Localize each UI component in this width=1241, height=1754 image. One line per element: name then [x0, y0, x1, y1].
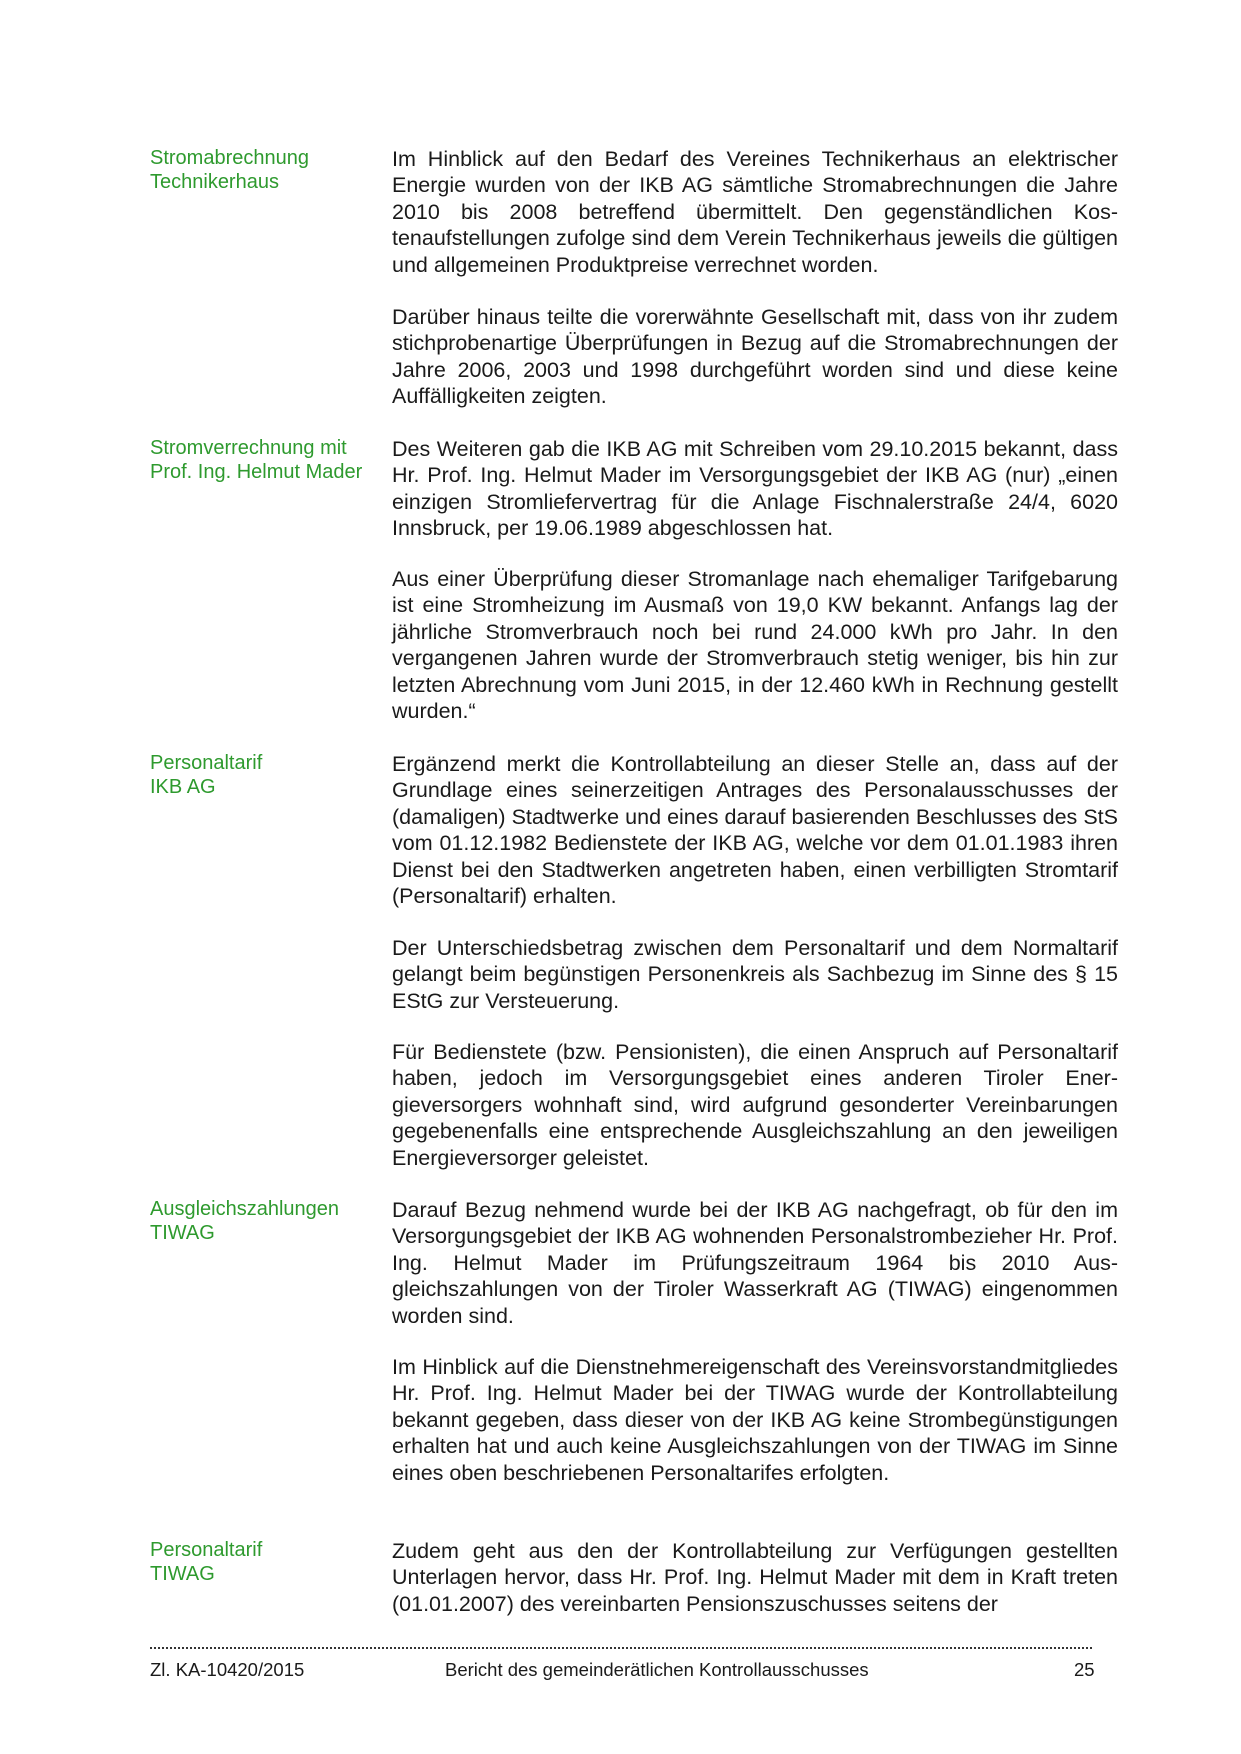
margin-note-personaltarif-tiwag: Personaltarif TIWAG — [150, 1539, 263, 1585]
page-number: 25 — [1074, 1659, 1095, 1680]
margin-note-personaltarif-ikb: Personaltarif IKB AG — [150, 752, 263, 798]
paragraph-7: Für Bedienstete (bzw. Pensionisten), die einen Anspruch auf Personaltarif haben, jedoch im Versorgungsgebiet eines anderen Tiroler Energieversorgers wohnhaft sind, wird aufgrund gesonderter Vereinbarungen gegebenenfalls eine entsprechende Ausgleichszahlung an den jeweiligen Energieversorger geleistet. — [392, 1040, 1118, 1170]
paragraph-4: Aus einer Überprüfung dieser Stromanlage nach ehemaliger Tarifgebarung ist eine Stromheizung im Ausmaß von 19,0 KW bekannt. Anfangs lag der jährliche Stromverbrauch noch bei rund 24.000 kWh pro Jahr. In den vergangenen Jahren wurde der Stromverbrauch stetig weniger, bis hin zur letzten Abrechnung vom Juni 2015, in der 12.460 kWh in Rechnung gestellt wurden.“ — [392, 567, 1118, 724]
paragraph-9: Im Hinblick auf die Dienstnehmereigenschaft des Vereinsvorstandmitgliedes Hr. Prof. Ing. Helmut Mader bei der TIWAG wurde der Kontrollabteilung bekannt gegeben, dass dieser von der IKB AG keine Strombegünstigungen erhalten hat und auch keine Ausgleichszahlungen von der TIWAG im Sinne eines oben beschriebenen Personaltarifes erfolgten. — [392, 1355, 1118, 1485]
paragraph-5: Ergänzend merkt die Kontrollabteilung an dieser Stelle an, dass auf der Grundlage eines seinerzeitigen Antrages des Personalausschusses der (damaligen) Stadtwerke und eines darauf basierenden Beschlusses des StS vom 01.12.1982 Bedienstete der IKB AG, welche vor dem 01.01.1983 ihren Dienst bei den Stadtwerken angetreten haben, einen verbilligten Stromtarif (Personaltarif) erhalten. — [392, 752, 1118, 909]
paragraph-3: Des Weiteren gab die IKB AG mit Schreiben vom 29.10.2015 bekannt, dass Hr. Prof. Ing. Helmut Mader im Versorgungsgebiet der IKB AG (nur) „einen einzigen Stromliefervertrag für die Anlage Fischnalerstraße 24/4, 6020 Innsbruck, per 19.06.1989 abgeschlossen hat. — [392, 437, 1118, 541]
footer-reference: Zl. KA-10420/2015 — [150, 1659, 305, 1680]
paragraph-8: Darauf Bezug nehmend wurde bei der IKB AG nachgefragt, ob für den im Versorgungsgebiet der IKB AG wohnenden Personalstrombezieher Hr. Prof. Ing. Helmut Mader im Prüfungszeitraum 1964 bis 2010 Ausgleichszahlungen von der Tiroler Wasserkraft AG (TIWAG) eingenommen worden sind. — [392, 1198, 1118, 1328]
paragraph-1: Im Hinblick auf den Bedarf des Vereines Technikerhaus an elektrischer Energie wurden von der IKB AG sämtliche Stromabrechnungen die Jahre 2010 bis 2008 betreffend übermittelt. Den gegenständlichen Kostenaufstellungen zufolge sind dem Verein Technikerhaus jeweils die gültigen und allgemeinen Produktpreise verrechnet worden. — [392, 147, 1118, 277]
footer-title: Bericht des gemeinderätlichen Kontrollausschusses — [445, 1659, 869, 1680]
paragraph-10: Zudem geht aus den der Kontrollabteilung zur Verfügungen gestellten Unterlagen hervor, dass Hr. Prof. Ing. Helmut Mader mit dem in Kraft treten (01.01.2007) des vereinbarten Pensionszuschusses seitens der — [392, 1539, 1118, 1616]
margin-note-ausgleichszahlungen: Ausgleichszahlungen TIWAG — [150, 1198, 340, 1244]
margin-note-stromabrechnung: Stromabrechnung Technikerhaus — [150, 147, 309, 193]
margin-note-stromverrechnung: Stromverrechnung mit Prof. Ing. Helmut Mader — [150, 437, 363, 483]
paragraph-6: Der Unterschiedsbetrag zwischen dem Personaltarif und dem Normaltarif gelangt beim begünstigen Personenkreis als Sachbezug im Sinne des § 15 EStG zur Versteuerung. — [392, 936, 1118, 1013]
footer-dotted-rule — [150, 1647, 1092, 1649]
paragraph-2: Darüber hinaus teilte die vorerwähnte Gesellschaft mit, dass von ihr zudem stichprobenartige Überprüfungen in Bezug auf die Stromabrechnungen der Jahre 2006, 2003 und 1998 durchgeführt worden sind und diese keine Auffälligkeiten zeigten. — [392, 305, 1118, 409]
